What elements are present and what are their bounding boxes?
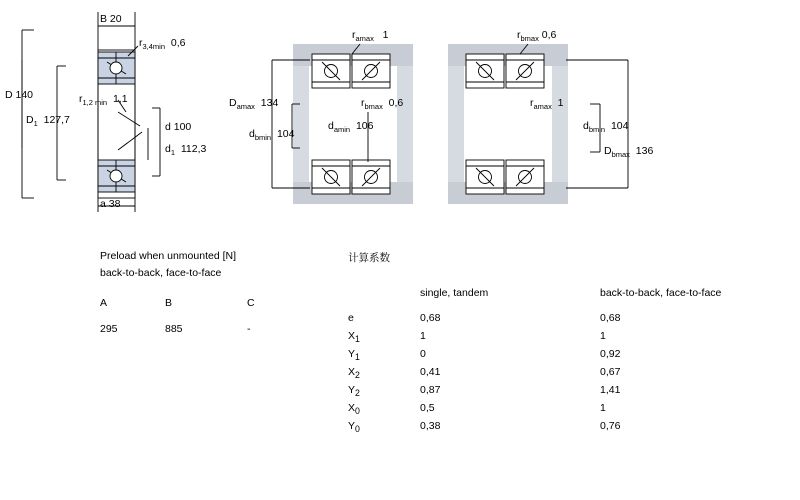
- label-dbmin-middle: $d_{bmin}$ 104: [249, 128, 295, 143]
- preload-value-A: 295: [100, 323, 118, 335]
- preload-value-C: -: [247, 323, 251, 335]
- factors-row-c1: 0,5: [420, 402, 435, 414]
- preload-header-B: B: [165, 297, 173, 309]
- factors-row-c2: 0,76: [600, 420, 621, 432]
- preload-header-A: A: [100, 297, 108, 309]
- factors-row-c2: 0,67: [600, 366, 621, 378]
- preload-table-title: Preload when unmounted [N]: [100, 250, 237, 262]
- label-d: d 100: [165, 121, 192, 133]
- preload-table-subtitle: back-to-back, face-to-face: [100, 267, 222, 279]
- factors-row-label: $Y_2$: [348, 384, 360, 399]
- label-B: B 20: [100, 13, 122, 25]
- factors-row-c1: 0,68: [420, 312, 441, 324]
- factors-row-c1: 0,87: [420, 384, 441, 396]
- label-D: D 140: [5, 89, 34, 101]
- label-r12min: $r_{1,2 min}$ 1,1: [79, 93, 128, 108]
- factors-table-title: 计算系数: [348, 252, 390, 264]
- label-a: a 38: [100, 198, 121, 210]
- factors-table: [348, 250, 768, 435]
- factors-row-c1: 0,38: [420, 420, 441, 432]
- factors-row-c2: 1: [600, 402, 606, 414]
- label-d1: $d_1$ 112,3: [165, 143, 207, 158]
- label-r34min: $r_{3,4min}$ 0,6: [139, 37, 186, 52]
- factors-row-c1: 1: [420, 330, 426, 342]
- factors-row-label: e: [348, 312, 354, 324]
- preload-value-B: 885: [165, 323, 183, 335]
- factors-row-label: $X_2$: [348, 366, 360, 381]
- label-Damax: $D_{amax}$ 134: [229, 97, 279, 112]
- factors-row-c2: 0,92: [600, 348, 621, 360]
- factors-row-label: $Y_1$: [348, 348, 360, 363]
- factors-col-header-1: single, tandem: [420, 287, 489, 299]
- factors-col-header-2: back-to-back, face-to-face: [600, 287, 722, 299]
- label-rbmax-right: $r_{bmax}$ 0,6: [517, 29, 557, 44]
- factors-row-c2: 0,68: [600, 312, 621, 324]
- label-Dbmax: $D_{bmax}$ 136: [604, 145, 654, 160]
- preload-header-C: C: [247, 297, 255, 309]
- label-ramax-right: $r_{amax}$ 1: [530, 97, 564, 112]
- factors-row-c2: 1: [600, 330, 606, 342]
- factors-row-label: $X_0$: [348, 402, 360, 417]
- label-D1: $D_1$ 127,7: [26, 114, 70, 129]
- label-ramax-middle: $r_{amax}$ 1: [352, 29, 389, 44]
- factors-row-label: $Y_0$: [348, 420, 360, 435]
- label-dbmin-right: $d_{bmin}$ 104: [583, 120, 629, 135]
- preload-table: [100, 250, 300, 357]
- label-damin: $d_{amin}$ 106: [328, 120, 374, 135]
- factors-row-label: $X_1$: [348, 330, 360, 345]
- factors-row-c1: 0,41: [420, 366, 441, 378]
- label-rbmax-middle: $r_{bmax}$ 0,6: [361, 97, 404, 112]
- factors-row-c2: 1,41: [600, 384, 621, 396]
- factors-row-c1: 0: [420, 348, 426, 360]
